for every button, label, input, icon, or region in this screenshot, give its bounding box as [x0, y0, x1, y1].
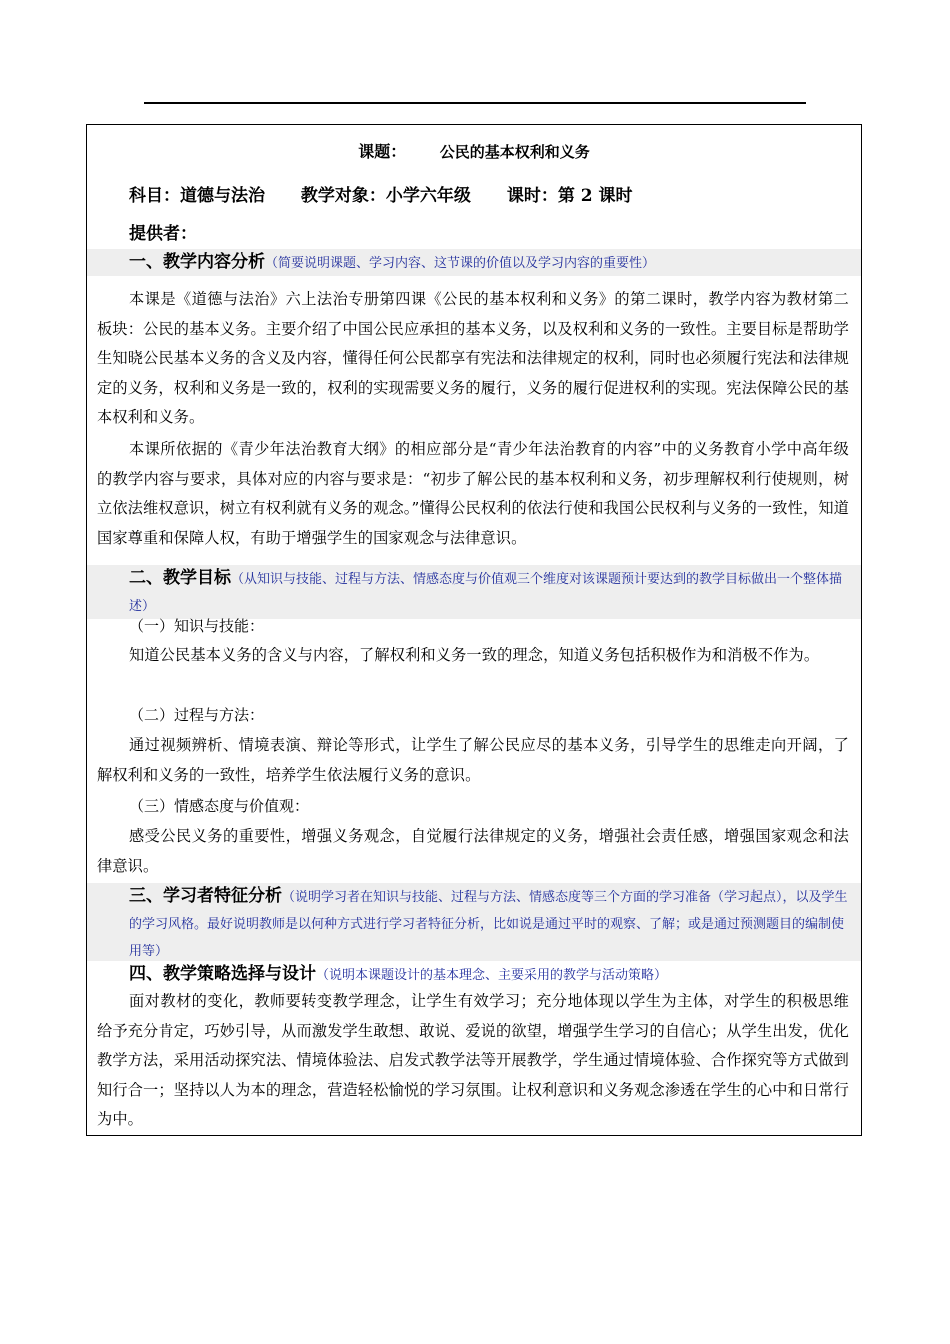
section-1-title: 一、教学内容分析: [129, 252, 265, 272]
section-4-title: 四、教学策略选择与设计: [129, 964, 316, 984]
section-1-heading: [87, 249, 861, 276]
section-2-heading: [87, 565, 861, 619]
section-2-sub-1: （一）知识与技能：: [129, 617, 265, 635]
section-2-paragraph-1: 知道公民基本义务的含义与内容，了解权利和义务一致的理念，知道义务包括积极作为和消极不作为。: [129, 646, 820, 664]
section-2-paragraph-3: 感受公民义务的重要性，增强义务观念，自觉履行法律规定的义务，增强社会责任感，增强国家观念和法律意识。: [97, 827, 849, 875]
section-4-heading: [87, 961, 861, 988]
header-rule: [144, 102, 806, 104]
audience: 教学对象：小学六年级: [300, 186, 471, 206]
title-value: 公民的基本权利和义务: [439, 143, 590, 161]
section-2-note: （从知识与技能、过程与方法、情感态度与价值观三个维度对该课题预计要达到的教学目标做出一个整体描述）: [129, 572, 843, 614]
section-1-note: （简要说明课题、学习内容、这节课的价值以及学习内容的重要性）: [265, 256, 656, 271]
section-1-paragraph-2: 本课所依据的《青少年法治教育大纲》的相应部分是“青少年法治教育的内容”中的义务教育小学中高年级的教学内容与要求，具体对应的内容与要求是：“初步了解公民的基本权利和义务，初步理解权利行使规则，树立依法维权意识，树立有权利就有义务的观念。”懂得公民权利的依法行使和我国公民权利与义务的一致性，知道国家尊重和保障人权，有助于增强学生的国家观念与法律意识。: [97, 440, 849, 547]
section-3-title: 三、学习者特征分析: [129, 886, 282, 906]
provider: 提供者：: [129, 224, 197, 244]
period: 课时：第 2 课时: [506, 186, 633, 206]
section-2-sub-2: （二）过程与方法：: [129, 706, 265, 724]
section-2-sub-3: （三）情感态度与价值观：: [129, 797, 310, 815]
lesson-title: [87, 139, 861, 162]
lesson-plan-table: [86, 124, 862, 1136]
meta-line: [129, 181, 861, 206]
title-label: 课题：: [358, 142, 407, 161]
section-4-note: （说明本课题设计的基本理念、主要采用的教学与活动策略）: [316, 968, 668, 983]
subject: 科目：道德与法治: [129, 186, 265, 206]
section-1-paragraph-1: 本课是《道德与法治》六上法治专册第四课《公民的基本权利和义务》的第二课时，教学内容为教材第二板块：公民的基本义务。主要介绍了中国公民应承担的基本义务，以及权利和义务的一致性。主要目标是帮助学生知晓公民基本义务的含义及内容，懂得任何公民都享有宪法和法律规定的权利，同时也必须履行宪法和法律规定的义务，权利和义务是一致的，权利的实现需要义务的履行，义务的履行促进权利的实现。宪法保障公民的基本权利和义务。: [97, 290, 849, 426]
section-2-paragraph-2: 通过视频辨析、情境表演、辩论等形式，让学生了解公民应尽的基本义务，引导学生的思维走向开阔，了解权利和义务的一致性，培养学生依法履行义务的意识。: [97, 736, 849, 784]
section-2-title: 二、教学目标: [129, 568, 231, 588]
section-3-note: （说明学习者在知识与技能、过程与方法、情感态度等三个方面的学习准备（学习起点），以及学生的学习风格。最好说明教师是以何种方式进行学习者特征分析，比如说是通过平时的观察、了解；或是通过预测题目的编制使用等）: [129, 890, 848, 959]
section-4-paragraph-1: 面对教材的变化，教师要转变教学理念，让学生有效学习；充分地体现以学生为主体，对学生的积极思维给予充分肯定，巧妙引导，从而激发学生敢想、敢说、爱说的欲望，增强学生学习的自信心；从学生出发，优化教学方法，采用活动探究法、情境体验法、启发式教学法等开展教学，学生通过情境体验、合作探究等方式做到知行合一；坚持以人为本的理念，营造轻松愉悦的学习氛围。让权利意识和义务观念渗透在学生的心中和日常行为中。: [97, 992, 849, 1128]
section-3-heading: [87, 883, 861, 964]
